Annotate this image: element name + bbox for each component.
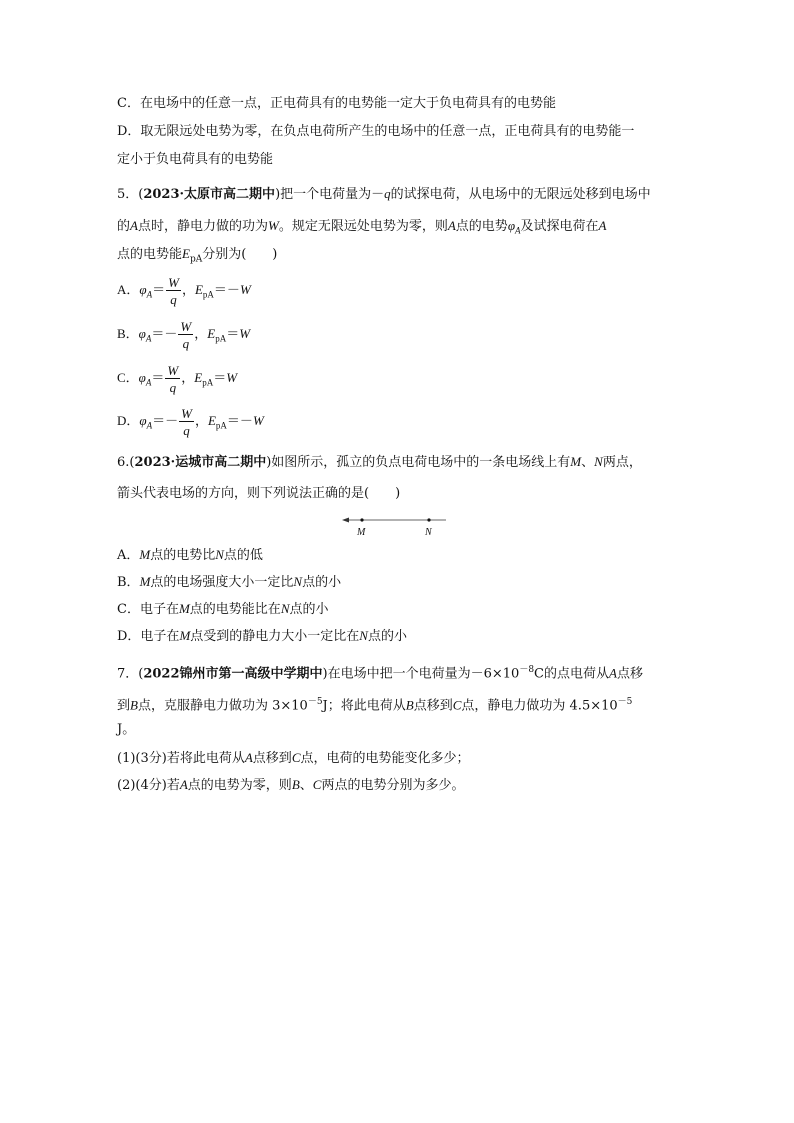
option-c-q4: C．在电场中的任意一点，正电荷具有的电势能一定大于负电荷具有的电势能 [117,96,556,111]
q7-s2c: 两点的电势分别为多少。 [321,778,465,793]
q6-M: M [570,454,582,469]
phi: φ [139,282,147,297]
fraction-w-over-q [165,364,180,394]
frac-den: q [183,423,190,439]
neg-eq: ＝－ [152,413,179,428]
q6-option-d [117,626,407,647]
q5-opt-a-label: A． [117,282,140,297]
q6-b-label: B． [117,575,140,590]
option-d-q4-line2: 定小于负电荷具有的电势能 [117,152,274,167]
q5-line1 [117,184,651,205]
q7-exp1: －8 [519,665,535,675]
W: W [239,282,251,297]
q5-l3b: 分别为( ) [202,247,278,262]
comma: ， [181,370,195,385]
q6-N: N [594,454,603,469]
q5-l2e: 及试探电荷在 [520,219,599,234]
neg-eq: ＝－ [226,413,253,428]
q7-l2a: 到 [117,698,131,714]
q7-s1-C: C [291,750,301,765]
q6-b-N: N [293,574,303,589]
q7-stem-c: 点移 [616,666,643,682]
phi-sub: A [145,333,152,344]
q5-A3: A [598,218,607,233]
q5-A1: A [130,218,138,233]
q6-a-label: A． [117,548,140,563]
q5-phi: φ [507,218,516,233]
phi: φ [138,370,146,385]
fraction-w-over-q [179,407,194,437]
q6-b-b: 点的电场强度大小一定比 [150,575,294,590]
frac-den: q [169,380,177,396]
eq: ＝ [226,326,240,341]
E: E [194,282,203,297]
q6-c-c: 点的小 [289,602,329,617]
frac-num: W [181,406,192,422]
comma: ， [181,282,195,297]
phi-sub: A [145,377,152,388]
q7-exp3: －5 [617,697,633,707]
E-sub: pA [215,420,227,431]
q7-l2d: 点移到 [413,698,453,714]
q5-number: 5．( [117,187,144,202]
q7-line1 [117,660,643,684]
label-n: N [425,527,432,538]
q6-sep: 、 [581,455,595,470]
point-m [360,518,363,521]
q7-s1c: 点，电荷的电势能变化多少； [300,751,470,766]
q7-B2: B [405,697,414,713]
q5-stem-a: )把一个电荷量为－ [275,187,385,202]
q7-C1: C [452,697,462,713]
fraction-w-over-q [178,320,193,350]
q7-s2-sep: 、 [299,778,313,793]
q5-W: W [267,218,279,233]
q6-option-b [117,572,341,593]
q6-c-M: M [178,601,190,616]
q5-l3a: 点的电势能 [117,247,183,262]
eq: ＝ [152,282,166,297]
q7-exp2: －5 [307,697,323,707]
q5-E-sub: pA [189,254,203,265]
point-n [427,518,430,521]
frac-num: W [167,363,179,379]
q7-s1-A: A [244,750,253,765]
frac-num: W [168,275,179,291]
arrowhead-left-icon [342,518,349,523]
W: W [226,370,238,385]
q7-l2c: J；将此电荷从 [322,698,406,714]
q6-a-N: N [215,547,224,562]
q7-s1a: (1)(3分)若将此电荷从 [117,751,245,766]
q5-A2: A [447,218,456,233]
q6-c-N: N [280,601,290,616]
q6-d-label: D．电子在 [117,629,180,644]
E-sub: pA [202,289,214,300]
q6-stem-b: 两点， [602,455,642,470]
q7-s2-C: C [312,777,322,792]
E: E [207,413,216,428]
q5-option-a [117,272,251,313]
q5-opt-d-label: D． [117,413,140,428]
q7-B1: B [130,697,138,713]
field-line-figure [340,512,450,540]
q6-source: 2023·运城市高二期中 [134,455,267,470]
q7-s2a: (2)(4分)若 [117,778,180,793]
q6-option-c [117,599,329,620]
q6-c-label: C．电子在 [117,602,179,617]
W: W [239,326,251,341]
frac-num: W [180,319,192,335]
phi-sub: A [146,289,153,300]
q6-a-c: 点的低 [223,548,263,563]
q6-d-M: M [179,628,191,643]
q5-opt-b-label: B． [117,326,139,341]
W: W [252,413,264,428]
q6-b-M: M [139,574,151,589]
q6-d-c: 点的小 [367,629,407,644]
q5-opt-c-label: C． [117,370,139,385]
eq: ＝ [213,370,227,385]
q5-line3 [117,244,277,270]
q7-line3: J。 [117,722,136,737]
q7-stem-a: )在电场中把一个电荷量为－6×10 [322,666,520,682]
q5-l2a: 的 [117,219,131,234]
q7-line2 [117,692,632,716]
phi-sub: A [146,420,153,431]
q6-line2: 箭头代表电场的方向，则下列说法正确的是( ) [117,486,401,501]
q7-s2-A: A [179,777,188,792]
q7-l2e: 点，静电力做功为 4.5×10 [461,698,618,714]
phi: φ [139,413,147,428]
neg-eq: ＝－ [151,326,178,341]
q7-A: A [609,665,617,681]
frac-den: q [182,336,190,352]
q5-stem-b: 的试探电荷，从电场中的无限远处移到电场中 [390,187,651,202]
q7-l2b: 点，克服静电力做功为 3×10 [137,698,308,714]
q5-phi-sub: A [515,225,521,236]
q7-s2b: 点的电势为零，则 [187,778,292,793]
q6-b-c: 点的小 [302,575,342,590]
q7-stem-b: C的点电荷从 [534,666,609,682]
q6-option-a [117,545,263,566]
q7-sub1 [117,748,470,769]
q7-s1b: 点移到 [252,751,292,766]
q5-l2b: 点时，静电力做的功为 [137,219,268,234]
E-sub: pA [215,333,227,344]
q7-s2-B: B [291,777,300,792]
q5-E: E [182,246,190,261]
q5-l2c: 。规定无限远处电势为零，则 [278,219,448,234]
q5-l2d: 点的电势 [455,219,508,234]
option-d-q4-line1: D．取无限远处电势为零，在负点电荷所产生的电场中的任意一点，正电荷具有的电势能一 [117,124,635,139]
q7-number: 7．( [117,666,144,682]
q7-source: 2022锦州市第一高级中学期中 [143,666,323,682]
q5-source: 2023·太原市高二期中 [143,187,276,202]
q5-option-b [117,316,250,357]
q5-q: q [384,186,391,201]
q6-stem-a: )如图所示，孤立的负点电荷电场中的一条电场线上有 [266,455,571,470]
fraction-w-over-q [166,276,181,306]
q6-d-N: N [359,628,368,643]
eq: ＝ [151,370,165,385]
label-m: M [357,527,366,538]
q6-a-b: 点的电势比 [150,548,216,563]
q7-sub2 [117,775,464,796]
comma: ， [194,413,208,428]
q5-line2 [117,216,606,241]
E-sub: pA [202,377,214,388]
comma: ， [194,326,208,341]
q6-c-b: 点的电势能比在 [189,602,281,617]
q5-option-c [117,360,237,401]
q6-d-b: 点受到的静电力大小一定比在 [190,629,360,644]
q6-line1 [117,452,642,473]
q6-number: 6.( [117,455,135,470]
q5-option-d [117,403,264,444]
q6-a-M: M [139,547,151,562]
neg-eq: ＝－ [213,282,240,297]
phi: φ [138,326,146,341]
E: E [207,326,216,341]
E: E [194,370,203,385]
frac-den: q [170,292,177,308]
